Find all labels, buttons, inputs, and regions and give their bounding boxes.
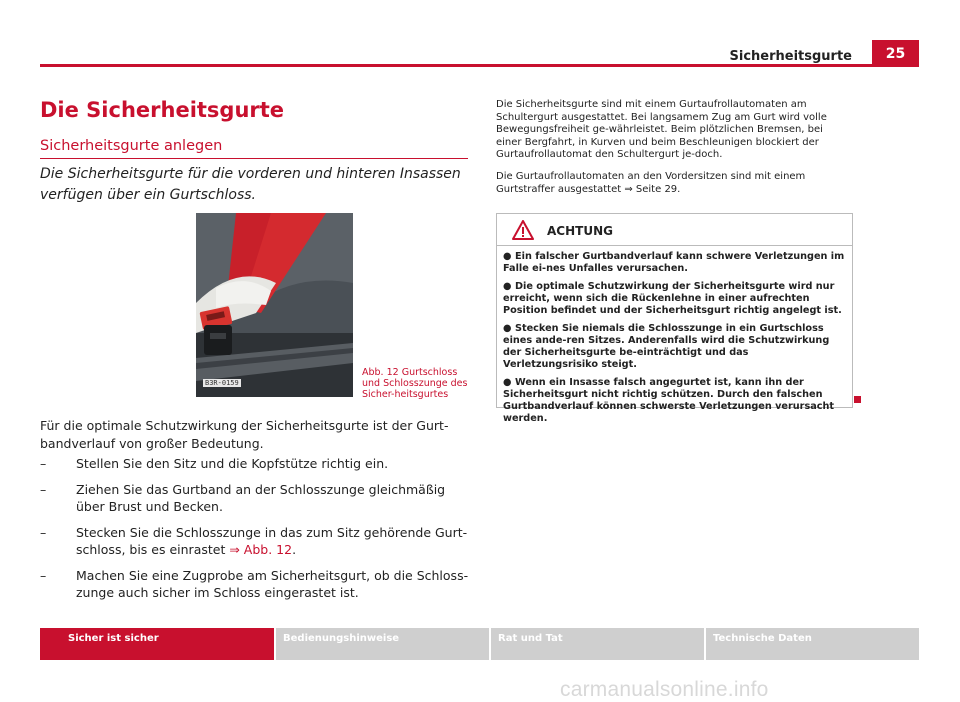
bullet: ● [503, 323, 512, 334]
figure-code: B3R-0159 [205, 379, 239, 387]
section-end-marker [854, 396, 861, 403]
warning-body [497, 246, 852, 425]
warning-item [503, 377, 846, 425]
warning-item-text: Die optimale Schutzwirkung der Sicherheitsgurte wird nur erreicht, wenn sich die Rückenlehne in einer aufrechten Position befindet und der Sicherheitsgurt richtig angelegt ist. [503, 281, 842, 316]
warning-triangle-icon [512, 220, 534, 240]
right-paragraph-1: Die Sicherheitsgurte sind mit einem Gurtaufrollautomaten am Schultergurt ausgestattet. Bei langsamem Zug am Gurt wird volle Bewegungsfreiheit ge-währleistet. Beim plötzlichen Bremsen, bei einer Bergfahrt, in Kurven und beim Beschleunigen blockiert der Gurtaufrollautomat den Schultergurt je-doch. [496, 99, 827, 161]
body-paragraph: Für die optimale Schutzwirkung der Sicherheitsgurte ist der Gurt-bandverlauf von großer Bedeutung. [40, 418, 449, 451]
right-column [496, 99, 846, 205]
right-paragraph-2: Die Gurtaufrollautomaten an den Vordersitzen sind mit einem Gurtstraffer ausgestattet ⇒ Seite 29. [496, 170, 806, 195]
step-item [40, 567, 470, 601]
footer-tab-technische-daten[interactable]: Technische Daten [706, 628, 919, 660]
section-title: Die Sicherheitsgurte [40, 98, 285, 122]
page-number: 25 [872, 40, 919, 67]
step-item [40, 455, 470, 472]
intro-text: Die Sicherheitsgurte für die vorderen und hinteren Insassen verfügen über ein Gurtschloss. [40, 166, 461, 203]
footer-tab-sicher-ist-sicher[interactable]: Sicher ist sicher [40, 628, 274, 660]
bullet: ● [503, 251, 512, 262]
running-title: Sicherheitsgurte [729, 49, 852, 64]
warning-item [503, 281, 846, 317]
footer-tab-bedienungshinweise[interactable]: Bedienungshinweise [276, 628, 489, 660]
warning-item [503, 251, 846, 275]
warning-title: ACHTUNG [547, 224, 613, 238]
figure-caption: Abb. 12 Gurtschloss und Schlosszunge des Sicher-heitsgurtes [362, 367, 468, 400]
warning-box [496, 213, 853, 424]
step-list [40, 455, 470, 610]
step-end-punct: . [292, 542, 297, 557]
header-rule [40, 64, 872, 67]
footer-nav [40, 628, 919, 660]
step-text: Stellen Sie den Sitz und die Kopfstütze richtig ein. [76, 456, 389, 471]
step-text: Stecken Sie die Schlosszunge in das zum Sitz gehörende Gurt-schloss, bis es einrastet [76, 525, 468, 557]
step-dash: – [40, 525, 47, 540]
warning-item-text: Wenn ein Insasse falsch angegurtet ist, kann ihn der Sicherheitsgurt nicht richtig schützen. Durch den falschen Gurtbandverlauf können schwerste Verletzungen verursacht werden. [503, 377, 835, 424]
step-dash: – [40, 456, 47, 471]
step-item [40, 524, 470, 558]
step-item [40, 481, 470, 515]
bullet: ● [503, 281, 512, 292]
warning-item-text: Ein falscher Gurtbandverlauf kann schwere Verletzungen im Falle ei-nes Unfalles verursachen. [503, 251, 845, 274]
step-dash: – [40, 482, 47, 497]
section-subtitle: Sicherheitsgurte anlegen [40, 138, 223, 154]
seatbelt-illustration [196, 213, 353, 397]
figure-reference-link[interactable]: ⇒ Abb. 12 [229, 542, 293, 557]
warning-header [497, 214, 852, 246]
step-dash: – [40, 568, 47, 583]
watermark-text: carmanualsonline.info [560, 678, 769, 701]
warning-item [503, 323, 846, 371]
footer-tab-rat-und-tat[interactable]: Rat und Tat [491, 628, 704, 660]
subtitle-rule [40, 158, 468, 159]
seatbelt-buckle-photo [196, 213, 353, 397]
bullet: ● [503, 377, 512, 388]
step-text: Ziehen Sie das Gurtband an der Schlosszunge gleichmäßig über Brust und Becken. [76, 482, 446, 514]
warning-item-text: Stecken Sie niemals die Schlosszunge in ein Gurtschloss eines ande-ren Sitzes. Anderenfalls wird die Schutzwirkung der Sicherheitsgurte be-einträchtigt und das Verletzungsrisiko steigt. [503, 323, 830, 370]
step-text: Machen Sie eine Zugprobe am Sicherheitsgurt, ob die Schloss-zunge auch sicher im Schloss eingerastet ist. [76, 568, 469, 600]
